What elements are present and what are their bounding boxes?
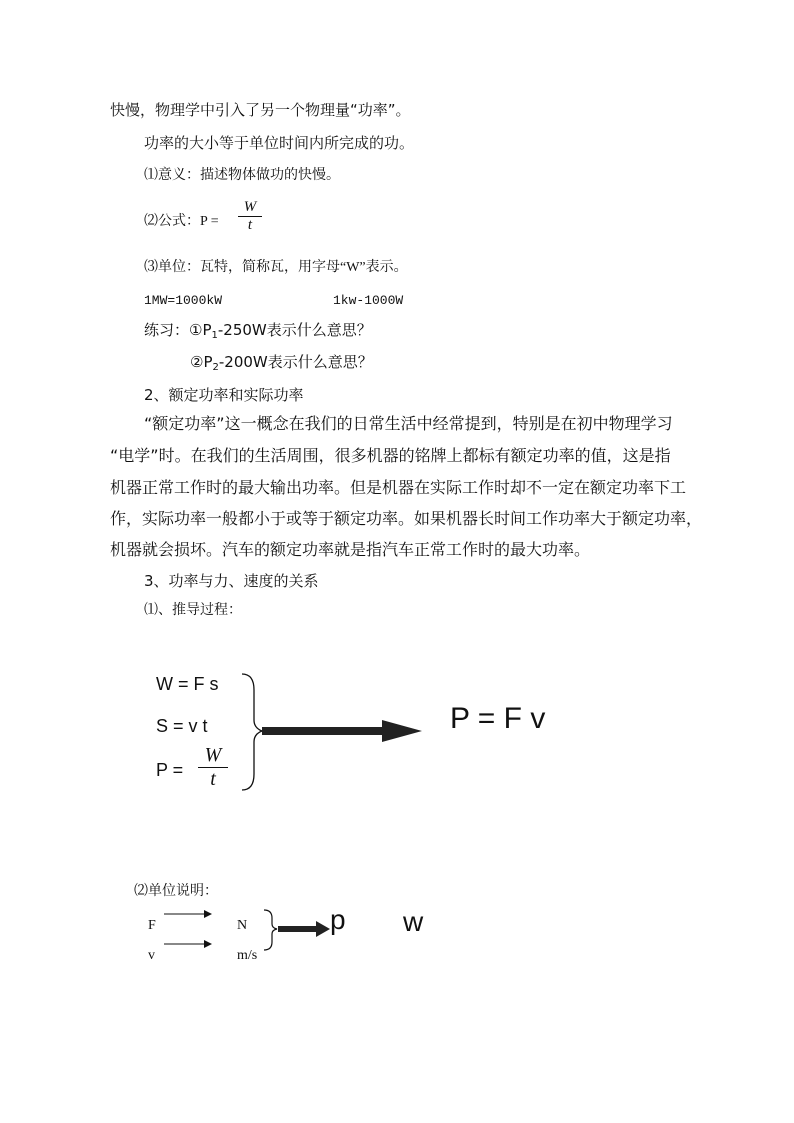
intro-line: 快慢，物理学中引入了另一个物理量“功率”。 — [110, 101, 411, 119]
unit-w-symbol: w — [403, 906, 424, 937]
heading-power-force-speed: 3、功率与力、速度的关系 — [144, 572, 319, 590]
unit-result-arrow-icon — [278, 921, 330, 937]
derivation-brace-arrow — [232, 670, 432, 796]
unit-explain-heading: ⑵单位说明： — [134, 884, 218, 899]
exercise-2: $②P_2-200W$表示什么意思？ — [190, 353, 373, 373]
equation-power-denominator: t — [210, 768, 216, 790]
result-equation: P = F v — [450, 702, 546, 735]
equation-work: W = F s — [156, 674, 219, 694]
unit-arrows — [160, 908, 335, 963]
paragraph2-line1: “额定功率”这一概念在我们的日常生活中经常提到，特别是在初中物理学习 — [144, 414, 673, 433]
exercise-label: 练习： — [144, 321, 190, 339]
derivation-heading: ⑴、推导过程： — [144, 603, 242, 618]
equation-distance: S = v t — [156, 716, 208, 736]
equation-power-fraction — [198, 744, 228, 791]
right-arrow-icon — [262, 720, 422, 742]
formula-numerator: W — [243, 199, 257, 215]
meaning-line: ⑴意义：描述物体做功的快慢。 — [144, 168, 340, 183]
formula-fraction — [238, 199, 262, 234]
unit-n-label: N — [237, 918, 248, 933]
arrow-f-to-n-icon — [204, 910, 212, 918]
exercise-1: 练习：$①P_1-250W$表示什么意思？ — [144, 321, 372, 341]
unit-ms-label: m/s — [237, 948, 258, 963]
formula-denominator: t — [247, 217, 253, 233]
conversion-kw: 1kw-1000W — [333, 293, 404, 308]
unit-line: ⑶单位：瓦特，简称瓦，用字母“W”表示。 — [144, 260, 408, 275]
unit-p-symbol: p — [330, 904, 346, 935]
formula-label: ⑵公式：P = — [144, 214, 219, 229]
paragraph2-line2: “电学”时。在我们的生活周围，很多机器的铭牌上都标有额定功率的值，这是指 — [110, 446, 671, 465]
paragraph2-line5: 机器就会损坏。汽车的额定功率就是指汽车正常工作时的最大功率。 — [110, 540, 591, 559]
right-brace-icon — [242, 674, 262, 790]
equation-power-numerator: W — [204, 744, 222, 766]
paragraph2-line3: 机器正常工作时的最大输出功率。但是机器在实际工作时却不一定在额定功率下工 — [110, 478, 687, 497]
unit-v-label: v — [148, 948, 155, 963]
heading-rated-power: 2、额定功率和实际功率 — [144, 386, 304, 404]
unit-brace-icon — [264, 910, 277, 950]
paragraph2-line4: 作，实际功率一般都小于或等于额定功率。如果机器长时间工作功率大于额定功率， — [110, 509, 703, 528]
arrow-v-to-ms-icon — [204, 940, 212, 948]
unit-f-label: F — [148, 918, 156, 933]
equation-power-label: P = — [156, 760, 184, 780]
definition-line: 功率的大小等于单位时间内所完成的功。 — [144, 134, 415, 152]
conversion-mw: 1MW=1000kW — [144, 293, 223, 308]
